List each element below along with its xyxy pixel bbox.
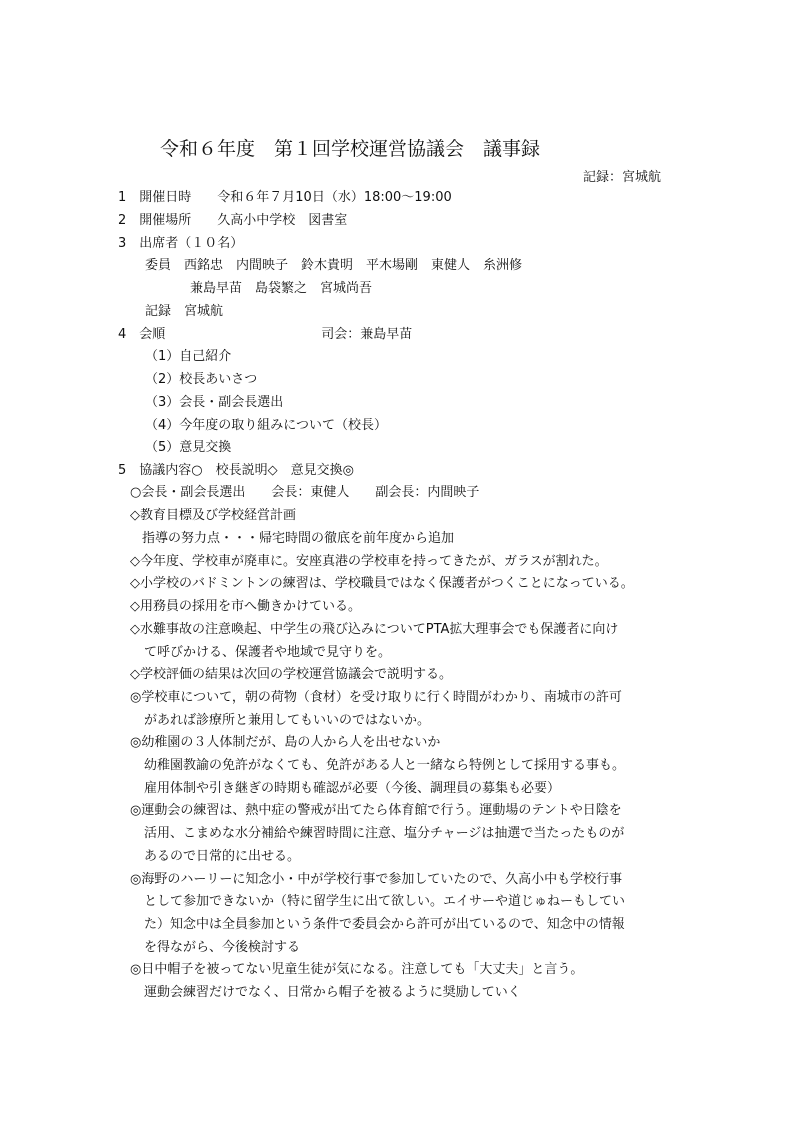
line-35: ◎日中帽子を被ってない児童生徒が気になる。注意しても「大丈夫」と言う。 bbox=[130, 962, 584, 977]
line-1: 1 開催日時 令和６年７月10日（水）18:00～19:00 bbox=[118, 190, 452, 205]
line-31: ◎海野のハーリーに知念小・中が学校行事で参加していたので、久高小中も学校行事 bbox=[130, 872, 623, 887]
line-9: （2）校長あいさつ bbox=[145, 372, 258, 387]
line-32: として参加できないか（特に留学生に出て欲しい。エイサーや道じゅねーもしてい bbox=[144, 894, 626, 909]
line-23: ◎学校車について，朝の荷物（食材）を受け取りに行く時間がわかり、南城市の許可 bbox=[130, 690, 622, 705]
line-7: 4 会順 司会：兼島早苗 bbox=[118, 327, 413, 342]
line-27: 雇用体制や引き継ぎの時期も確認が必要（今後、調理員の募集も必要） bbox=[144, 781, 561, 796]
line-20: ◇水難事故の注意喚起、中学生の飛び込みについてPTA拡大理事会でも保護者に向け bbox=[130, 622, 619, 637]
line-19: ◇用務員の採用を市へ働きかけている。 bbox=[130, 599, 361, 614]
line-13: 5 協議内容○ 校長説明◇ 意見交換◎ bbox=[118, 463, 354, 478]
line-28: ◎運動会の練習は、熱中症の警戒が出てたら体育館で行う。運動場のテントや日陰を bbox=[130, 803, 622, 818]
line-36: 運動会練習だけでなく、日常から帽子を被るように奨励していく bbox=[144, 985, 521, 1000]
line-34: を得ながら、今後検討する bbox=[144, 940, 301, 955]
line-10: （3）会長・副会長選出 bbox=[145, 395, 284, 410]
line-2: 2 開催場所 久高小中学校 図書室 bbox=[118, 213, 348, 228]
line-33: た）知念中は全員参加という条件で委員会から許可が出ているので、知念中の情報 bbox=[144, 917, 625, 932]
line-11: （4）今年度の取り組みについて（校長） bbox=[145, 418, 388, 433]
line-14: ○会長・副会長選出 会長：東健人 副会長：内間映子 bbox=[130, 485, 480, 500]
line-5: 兼島早苗 島袋繁之 宮城尚吾 bbox=[190, 281, 373, 296]
line-26: 幼稚園教諭の免許がなくても、免許がある人と一緒なら特例として採用する事も。 bbox=[144, 758, 626, 773]
line-18: ◇小学校のバドミントンの練習は、学校職員ではなく保護者がつくことになっている。 bbox=[130, 576, 634, 591]
line-8: （1）自己紹介 bbox=[145, 349, 232, 364]
line-12: （5）意見交換 bbox=[145, 440, 232, 455]
line-6: 記録 宮城航 bbox=[145, 304, 224, 319]
line-22: ◇学校評価の結果は次回の学校運営協議会で説明する。 bbox=[130, 667, 452, 682]
line-21: て呼びかける、保護者や地域で見守りを。 bbox=[144, 645, 392, 660]
line-3: 3 出席者（１０名） bbox=[118, 236, 244, 251]
recorder-label: 記録：宮城航 bbox=[583, 170, 662, 185]
line-15: ◇教育目標及び学校経営計画 bbox=[130, 508, 296, 523]
line-16: 指導の努力点・・・帰宅時間の徹底を前年度から追加 bbox=[142, 531, 455, 546]
line-25: ◎幼稚園の３人体制だが、島の人から人を出せないか bbox=[130, 735, 441, 750]
line-29: 活用、こまめな水分補給や練習時間に注意、塩分チャージは抽選で当たったものが bbox=[144, 826, 625, 841]
line-17: ◇今年度、学校車が廃車に。安座真港の学校車を持ってきたが、ガラスが割れた。 bbox=[130, 554, 608, 569]
line-24: があれば診療所と兼用してもいいのではないか。 bbox=[144, 713, 431, 728]
line-4: 委員 西銘忠 内間映子 鈴木貴明 平木場剛 東健人 糸洲修 bbox=[145, 258, 523, 273]
document-title: 令和６年度 第１回学校運営協議会 議事録 bbox=[160, 138, 541, 160]
line-30: あるので日常的に出せる。 bbox=[144, 849, 301, 864]
